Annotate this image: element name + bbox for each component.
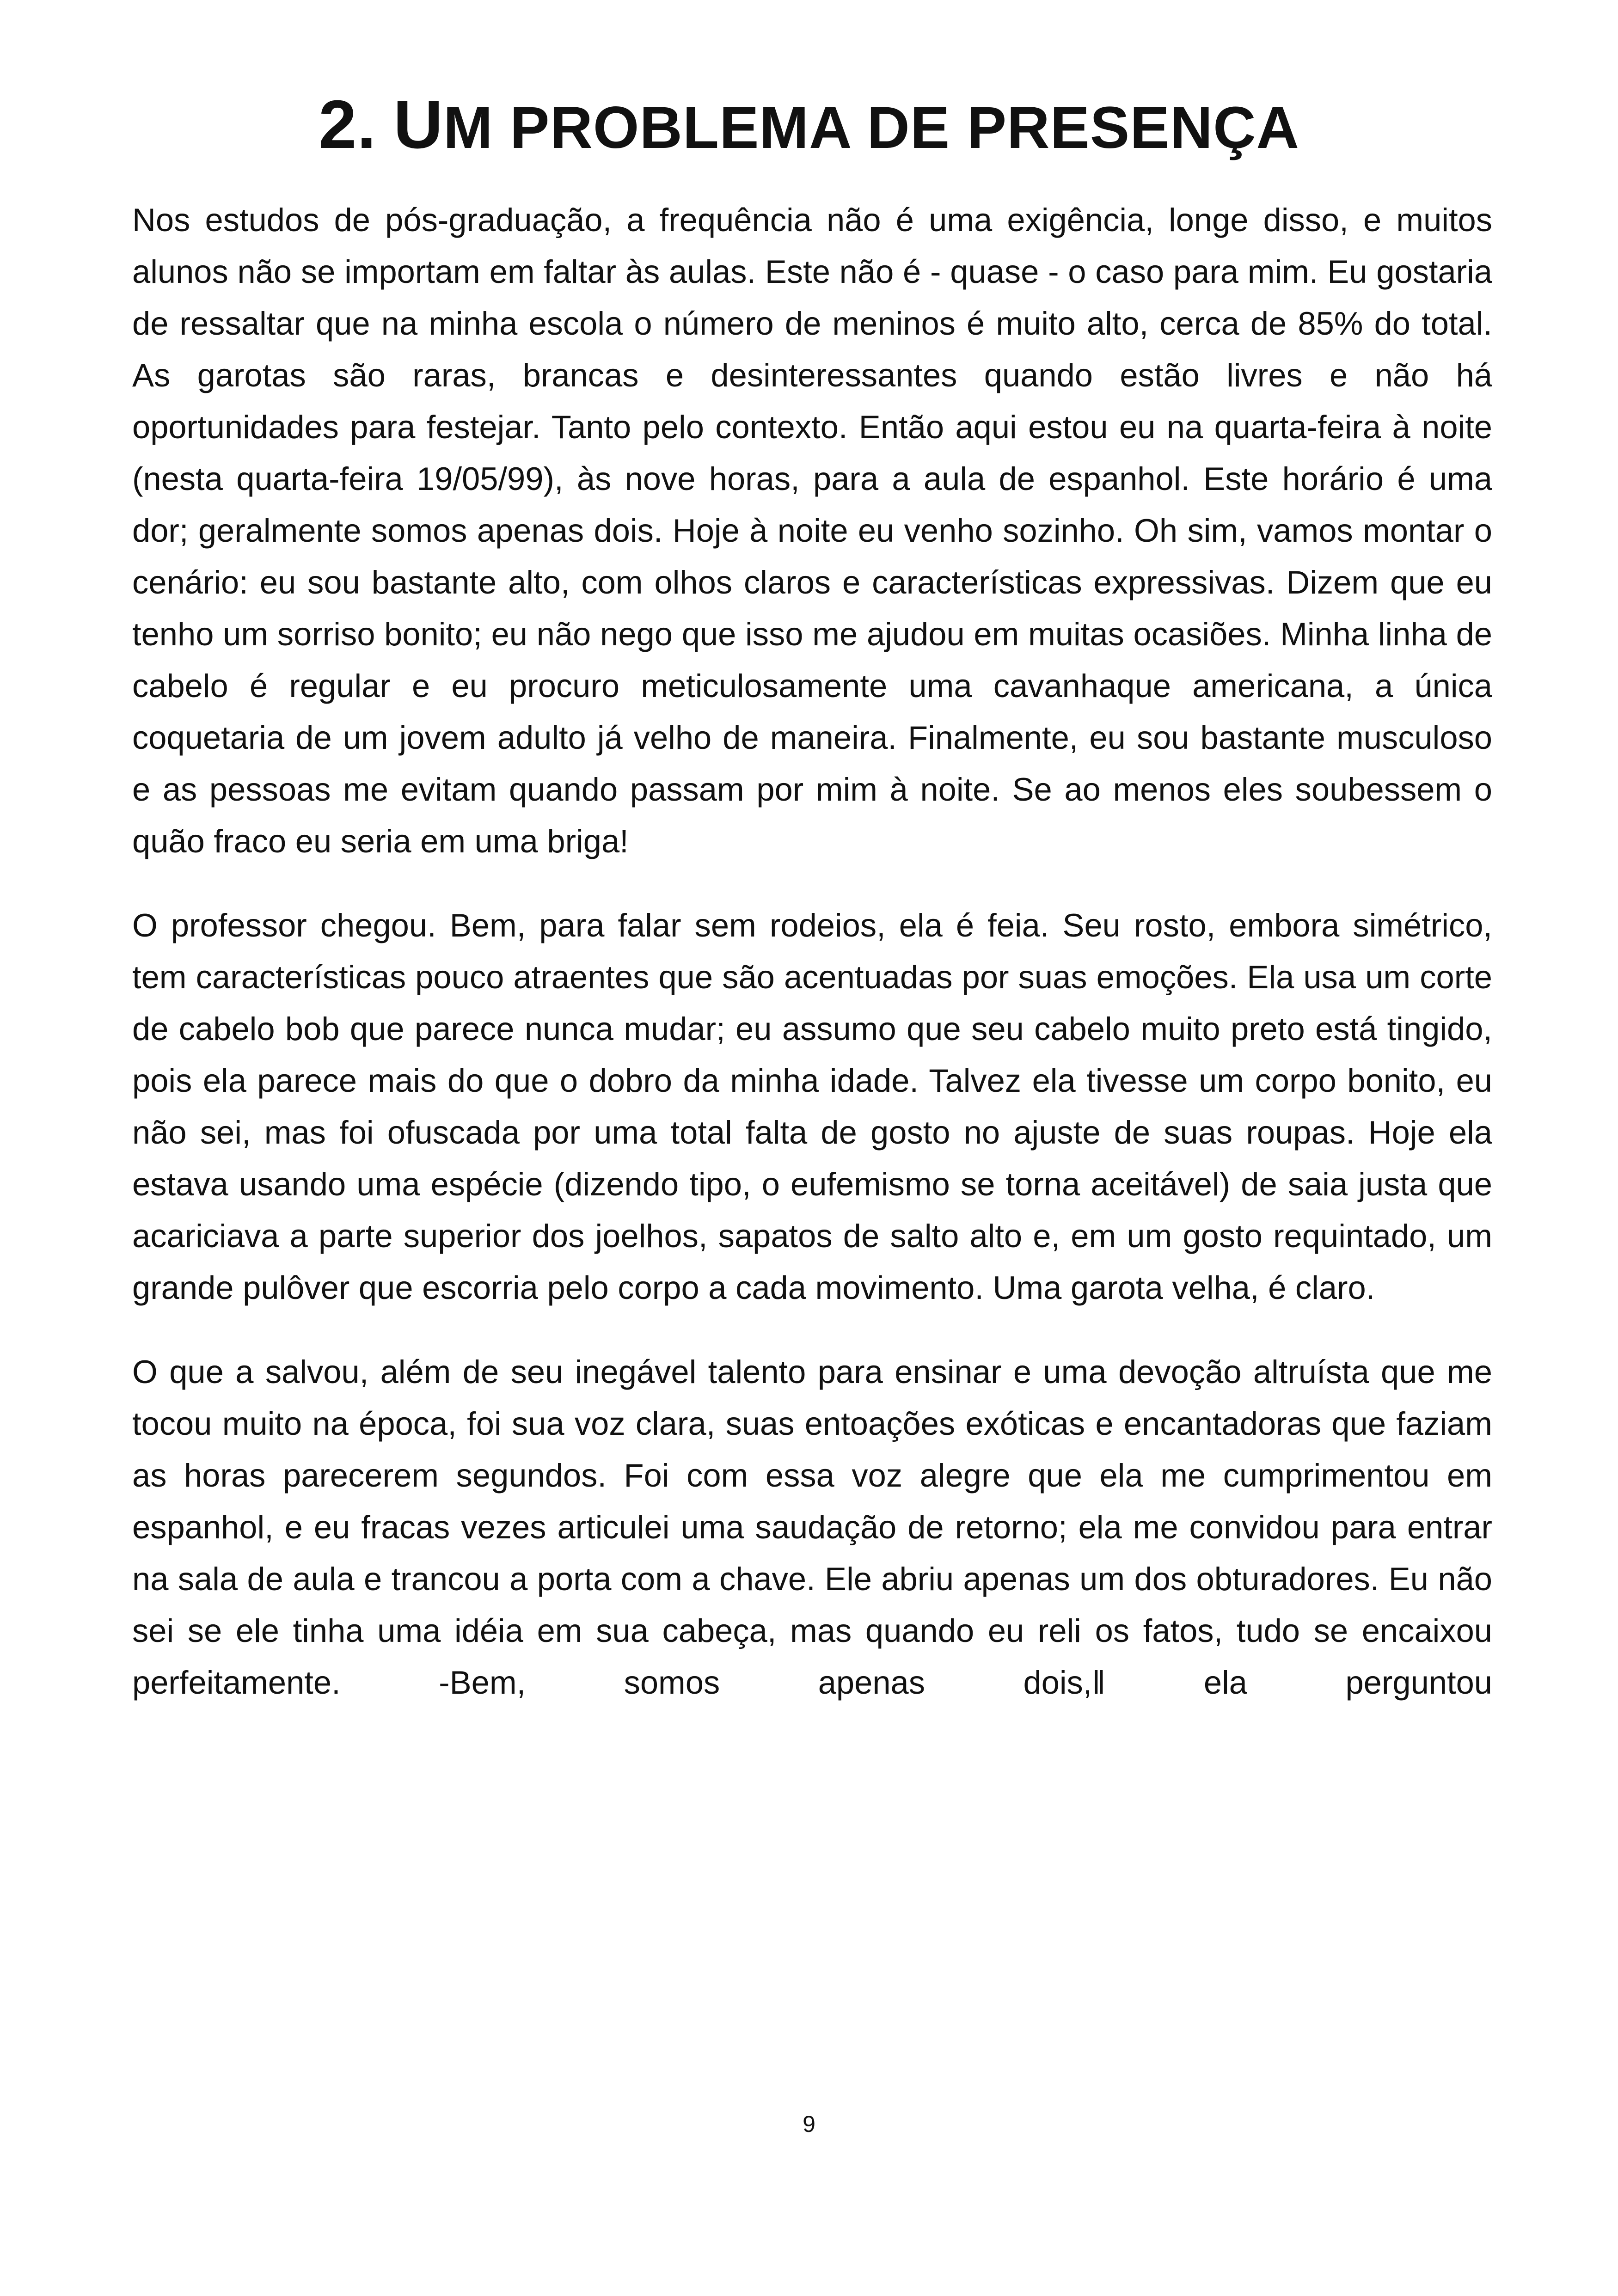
chapter-number: 2.: [319, 86, 377, 163]
chapter-title: [0, 88, 1618, 165]
body-text: [132, 194, 1492, 1741]
paragraph-2: O professor chegou. Bem, para falar sem rodeios, ela é feia. Seu rosto, embora simétrico, tem características pouco atraentes que são acentuadas por suas emoções. Ela usa um corte de cabelo bob que parece nunca mudar; eu assumo que seu cabelo muito preto está tingido, pois ela parece mais do que o dobro da minha idade. Talvez ela tivesse um corpo bonito, eu não sei, mas foi ofuscada por uma total falta de gosto no ajuste de suas roupas. Hoje ela estava usando uma espécie (dizendo tipo, o eufemismo se torna aceitável) de saia justa que acariciava a parte superior dos joelhos, sapatos de salto alto e, em um gosto requintado, um grande pulôver que escorria pelo corpo a cada movimento. Uma garota velha, é claro.: [132, 907, 1492, 1306]
paragraph-1: Nos estudos de pós-graduação, a frequência não é uma exigência, longe disso, e muitos alunos não se importam em faltar às aulas. Este não é - quase - o caso para mim. Eu gostaria de ressaltar que na minha escola o número de meninos é muito alto, cerca de 85% do total. As garotas são raras, brancas e desinteressantes quando estão livres e não há oportunidades para festejar. Tanto pelo contexto. Então aqui estou eu na quarta-feira à noite (nesta quarta-feira 19/05/99), às nove horas, para a aula de espanhol. Este horário é uma dor; geralmente somos apenas dois. Hoje à noite eu venho sozinho. Oh sim, vamos montar o cenário: eu sou bastante alto, com olhos claros e características expressivas. Dizem que eu tenho um sorriso bonito; eu não nego que isso me ajudou em muitas ocasiões. Minha linha de cabelo é regular e eu procuro meticulosamente uma cavanhaque americana, a única coquetaria de um jovem adulto já velho de maneira. Finalmente, eu sou bastante musculoso e as pessoas me evitam quando passam por mim à noite. Se ao menos eles soubessem o quão fraco eu seria em uma briga!: [132, 202, 1492, 859]
chapter-title-initial: U: [393, 86, 443, 163]
page-number: 9: [803, 2111, 815, 2137]
paragraph-3: O que a salvou, além de seu inegável talento para ensinar e uma devoção altruísta que me tocou muito na época, foi sua voz clara, suas entoações exóticas e encantadoras que faziam as horas parecerem segundos. Foi com essa voz alegre que ela me cumprimentou em espanhol, e eu fracas vezes articulei uma saudação de retorno; ela me convidou para entrar na sala de aula e trancou a porta com a chave. Ele abriu apenas um dos obturadores. Eu não sei se ele tinha uma idéia em sua cabeça, mas quando eu reli os fatos, tudo se encaixou perfeitamente. -Bem, somos apenas dois,‖ ela perguntou: [132, 1353, 1492, 1701]
chapter-title-rest: M PROBLEMA DE PRESENÇA: [443, 95, 1299, 161]
